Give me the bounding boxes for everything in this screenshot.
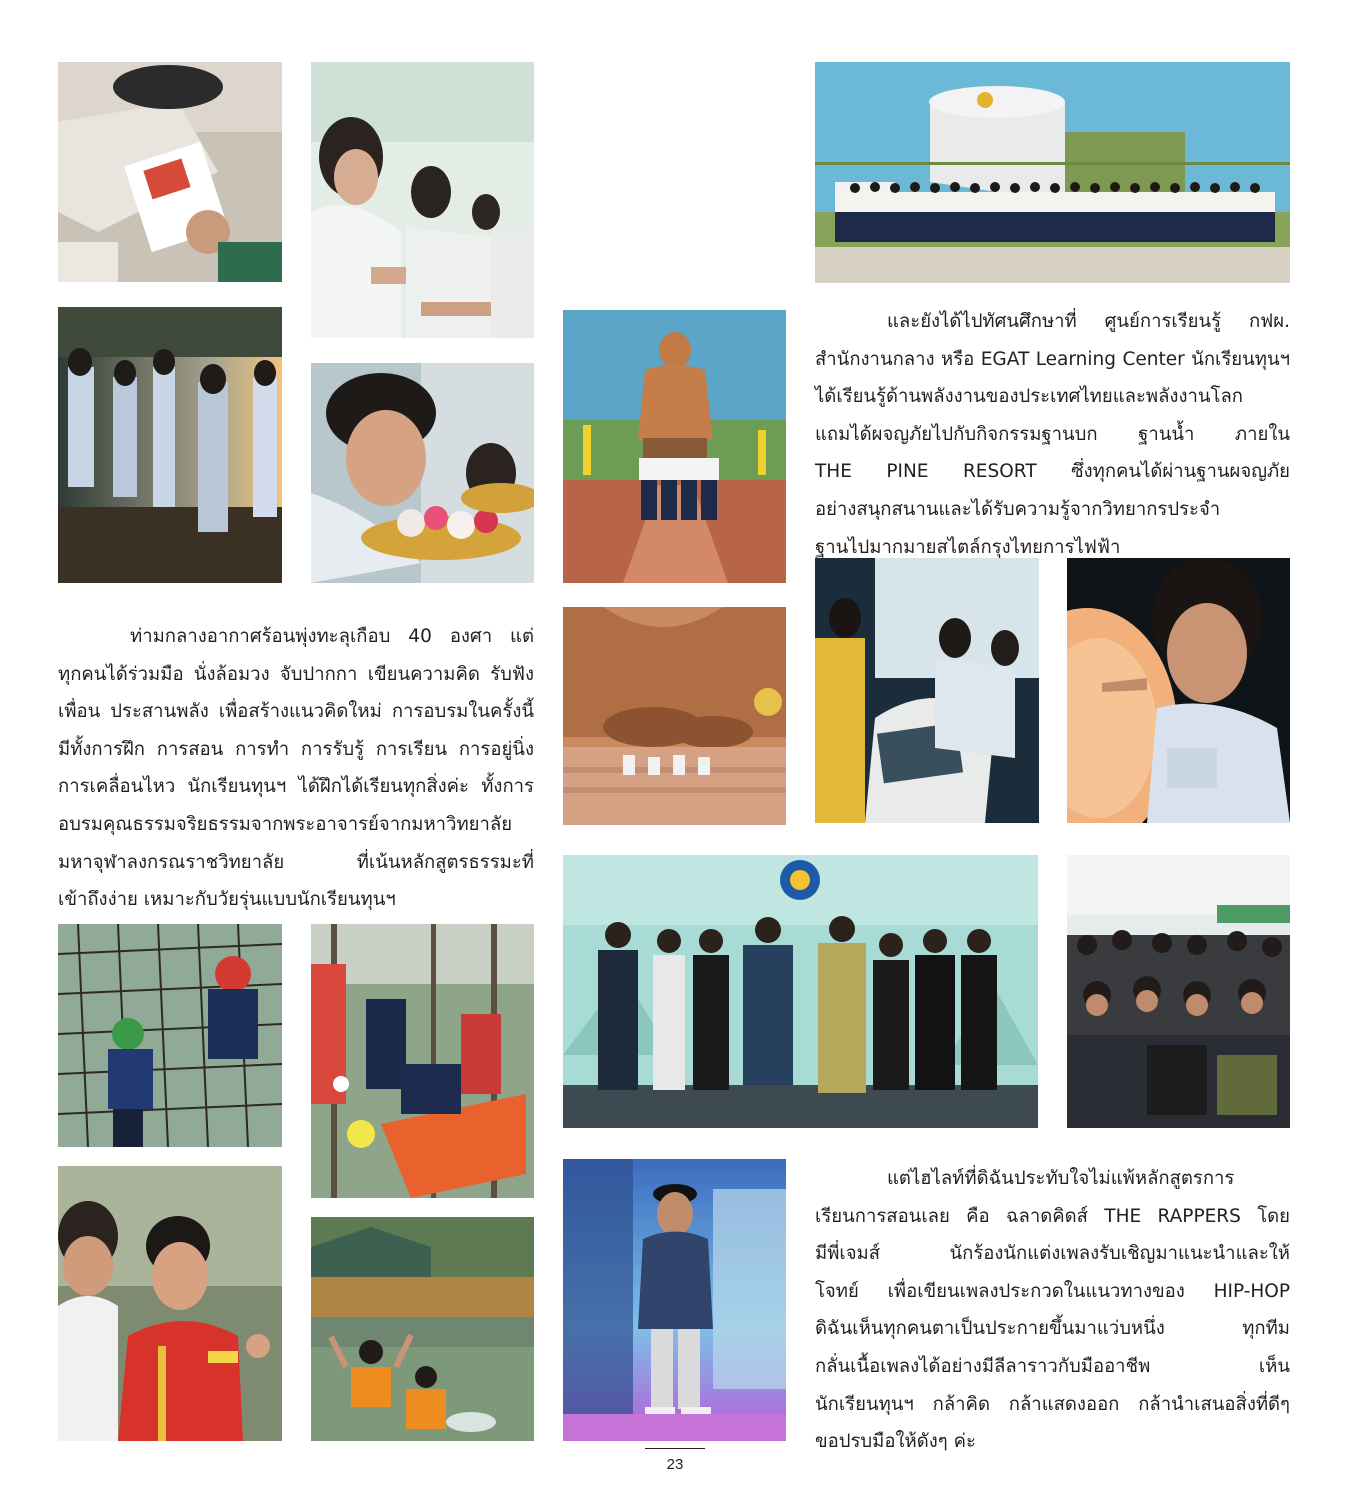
photo-statue-base bbox=[563, 607, 786, 825]
photo-rap-group bbox=[563, 855, 1038, 1128]
text-line: ฐานไปมากมายสไตล์กรุงไทยการไฟฟ้า bbox=[815, 536, 1121, 558]
egat-visit-paragraph bbox=[815, 303, 1290, 566]
photo-writing-card bbox=[58, 62, 282, 282]
text-line: สำนักงานกลาง หรือ EGAT Learning Center นักเรียนทุนฯ bbox=[815, 348, 1290, 370]
page-number: 23 bbox=[666, 1456, 684, 1473]
text-line: THE PINE RESORT ซึ่งทุกคนได้ผ่านฐานผจญภัย bbox=[815, 461, 1290, 483]
text-line: ท่ามกลางอากาศร้อนพุ่งทะลุเกือบ 40 องศา แต่ bbox=[130, 626, 534, 647]
text-line: มหาจุฬาลงกรณราชวิทยาลัย ที่เน้นหลักสูตรธรรมะที่ bbox=[58, 851, 534, 873]
photo-mat-activity bbox=[311, 924, 534, 1198]
text-line: อบรมคุณธรรมจริยธรรมจากพระอาจารย์จากมหาวิทยาลัย bbox=[58, 813, 513, 835]
photo-students-meditating bbox=[311, 62, 534, 338]
text-line: เรียนการสอนเลย คือ ฉลาดคิดส์ THE RAPPERS โดย bbox=[815, 1205, 1290, 1227]
text-line: แถมได้ผจญภัยไปกับกิจกรรมฐานบก ฐานน้ำ ภายใน bbox=[815, 423, 1290, 445]
photo-flower-offering bbox=[311, 363, 534, 583]
photo-rope-net bbox=[58, 924, 282, 1147]
text-line: เข้าถึงง่าย เหมาะกับวัยรุ่นแบบนักเรียนทุนฯ bbox=[58, 889, 396, 911]
photo-rapper-stage bbox=[563, 1159, 786, 1441]
text-line: ขอปรบมือให้ดังๆ ค่ะ bbox=[815, 1431, 976, 1453]
text-line: มีทั้งการฝึก การสอน การทำ การรับรู้ การเรียน การอยู่นิ่ง bbox=[58, 738, 534, 760]
photo-walking-by-lake bbox=[58, 307, 282, 583]
text-line: ดิฉันเห็นทุกคนตาเป็นประกายขึ้นมาแว่บหนึ่ง ทุกทีม bbox=[815, 1318, 1290, 1340]
photo-guide-talking bbox=[58, 1166, 282, 1441]
text-line: ได้เรียนรู้ด้านพลังงานของประเทศไทยและพลังงานโลก bbox=[815, 386, 1243, 408]
text-line: นักเรียนทุนฯ กล้าคิด กล้าแสดงออก กล้านำเสนอสิ่งที่ดีๆ bbox=[815, 1393, 1290, 1415]
text-line: อย่างสนุกสนานและได้รับความรู้จากวิทยากรประจำ bbox=[815, 498, 1221, 520]
text-line: ทุกคนได้ร่วมมือ นั่งล้อมวง จับปากกา เขียนความคิด รับฟัง bbox=[58, 663, 534, 685]
text-line: เพื่อน ประสานพลัง เพื่อสร้างแนวคิดใหม่ การอบรมในครั้งนี้ bbox=[58, 701, 534, 723]
rappers-paragraph bbox=[815, 1160, 1290, 1461]
text-line: การเคลื่อนไหว นักเรียนทุนฯ ได้ฝึกได้เรียนทุกสิ่งค่ะ ทั้งการ bbox=[58, 776, 534, 798]
text-line: แต่ไฮไลท์ที่ดิฉันประทับใจไม่แพ้หลักสูตรการ bbox=[887, 1168, 1235, 1189]
text-line: มีพี่เจมส์ นักร้องนักแต่งเพลงรับเชิญมาแนะนำและให้ bbox=[815, 1243, 1290, 1265]
photo-touchscreen bbox=[815, 558, 1039, 823]
text-line: กลั่นเนื้อเพลงได้อย่างมีลีลาราวกับมืออาชีพ เห็น bbox=[815, 1355, 1290, 1377]
text-line: โจทย์ เพื่อเขียนเพลงประกวดในแนวทางของ HIP-HOP bbox=[815, 1280, 1290, 1302]
photo-globe-exhibit bbox=[1067, 558, 1290, 823]
text-line: และยังได้ไปทัศนศึกษาที่ ศูนย์การเรียนรู้ กฟผ. bbox=[887, 311, 1290, 332]
photo-auditorium-crowd bbox=[1067, 855, 1290, 1128]
training-paragraph bbox=[58, 618, 534, 919]
photo-monk-statue bbox=[563, 310, 786, 583]
photo-water-activity bbox=[311, 1217, 534, 1441]
page-number-rule bbox=[645, 1448, 705, 1449]
photo-egat-group bbox=[815, 62, 1290, 283]
